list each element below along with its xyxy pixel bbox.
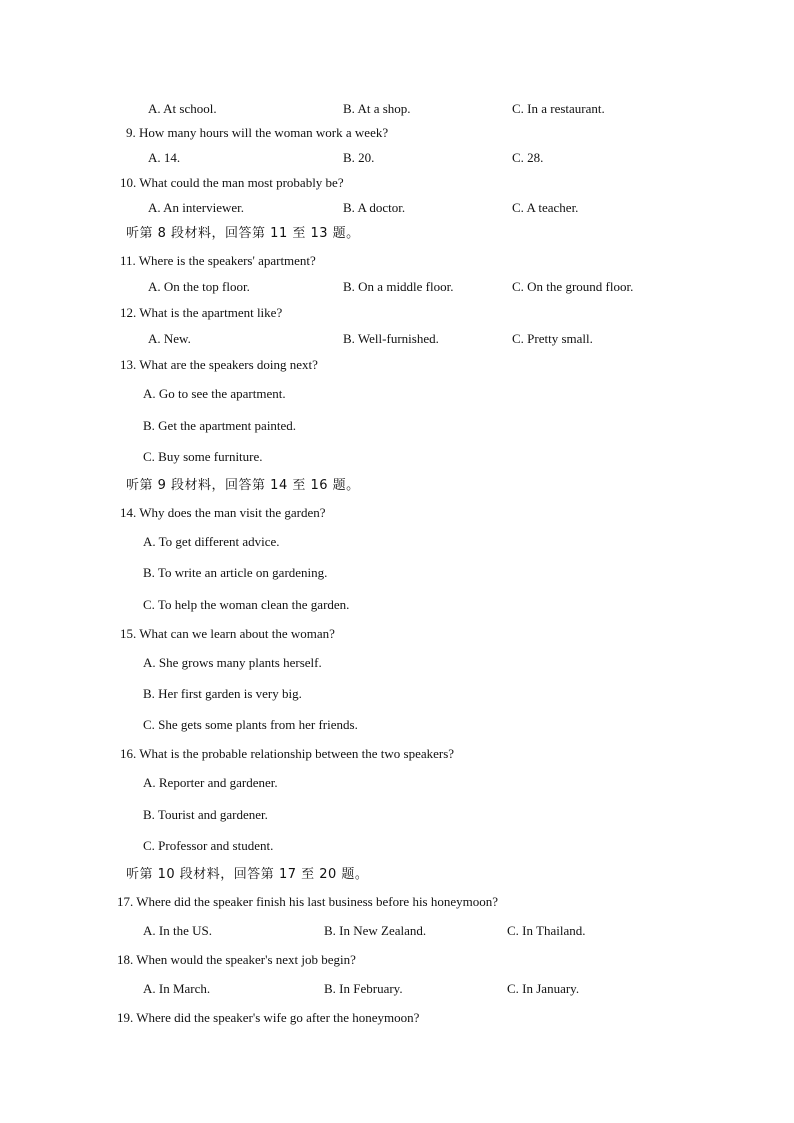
- q18-option-c: C. In January.: [507, 981, 580, 996]
- q16-question: 16. What is the probable relationship between the two speakers?: [120, 746, 455, 761]
- q12-option-b: B. Well-furnished.: [343, 331, 439, 346]
- q13-question: 13. What are the speakers doing next?: [120, 357, 318, 372]
- section-heading-10: 听第 10 段材料，回答第 17 至 20 题。: [126, 867, 369, 882]
- q17-option-c: C. In Thailand.: [507, 923, 586, 938]
- q9-question: 9. How many hours will the woman work a week?: [126, 125, 389, 140]
- q15-option-a: A. She grows many plants herself.: [143, 655, 322, 670]
- q17-option-a: A. In the US.: [143, 923, 212, 938]
- q14-question: 14. Why does the man visit the garden?: [120, 505, 326, 520]
- q15-question: 15. What can we learn about the woman?: [120, 626, 335, 641]
- q10-option-b: B. A doctor.: [343, 200, 406, 215]
- q11-option-b: B. On a middle floor.: [343, 279, 454, 294]
- q18-question: 18. When would the speaker's next job begin?: [117, 952, 356, 967]
- q10-option-a: A. An interviewer.: [148, 200, 245, 215]
- q11-option-c: C. On the ground floor.: [512, 279, 634, 294]
- q16-option-c: C. Professor and student.: [143, 838, 274, 853]
- q18-option-b: B. In February.: [324, 981, 403, 996]
- q16-option-a: A. Reporter and gardener.: [143, 775, 278, 790]
- q17-option-b: B. In New Zealand.: [324, 923, 427, 938]
- q15-option-c: C. She gets some plants from her friends.: [143, 717, 358, 732]
- section-heading-8: 听第 8 段材料，回答第 11 至 13 题。: [126, 226, 360, 241]
- q14-option-b: B. To write an article on gardening.: [143, 565, 328, 580]
- q14-option-a: A. To get different advice.: [143, 534, 280, 549]
- q14-option-c: C. To help the woman clean the garden.: [143, 597, 350, 612]
- q15-option-b: B. Her first garden is very big.: [143, 686, 302, 701]
- q9-option-a: A. 14.: [148, 150, 181, 165]
- q9-option-b: B. 20.: [343, 150, 375, 165]
- q11-question: 11. Where is the speakers' apartment?: [120, 253, 316, 268]
- q19-question: 19. Where did the speaker's wife go after the honeymoon?: [117, 1010, 420, 1025]
- q13-option-c: C. Buy some furniture.: [143, 449, 263, 464]
- q10-option-c: C. A teacher.: [512, 200, 579, 215]
- q13-option-a: A. Go to see the apartment.: [143, 386, 286, 401]
- q17-question: 17. Where did the speaker finish his last business before his honeymoon?: [117, 894, 499, 909]
- q12-question: 12. What is the apartment like?: [120, 305, 283, 320]
- q10-question: 10. What could the man most probably be?: [120, 175, 344, 190]
- q18-option-a: A. In March.: [143, 981, 211, 996]
- q13-option-b: B. Get the apartment painted.: [143, 418, 297, 433]
- q8-option-c: C. In a restaurant.: [512, 101, 605, 116]
- q16-option-b: B. Tourist and gardener.: [143, 807, 268, 822]
- q12-option-c: C. Pretty small.: [512, 331, 593, 346]
- q9-option-c: C. 28.: [512, 150, 544, 165]
- q11-option-a: A. On the top floor.: [148, 279, 250, 294]
- q12-option-a: A. New.: [148, 331, 191, 346]
- q8-option-b: B. At a shop.: [343, 101, 411, 116]
- section-heading-9: 听第 9 段材料，回答第 14 至 16 题。: [126, 478, 360, 493]
- q8-option-a: A. At school.: [148, 101, 217, 116]
